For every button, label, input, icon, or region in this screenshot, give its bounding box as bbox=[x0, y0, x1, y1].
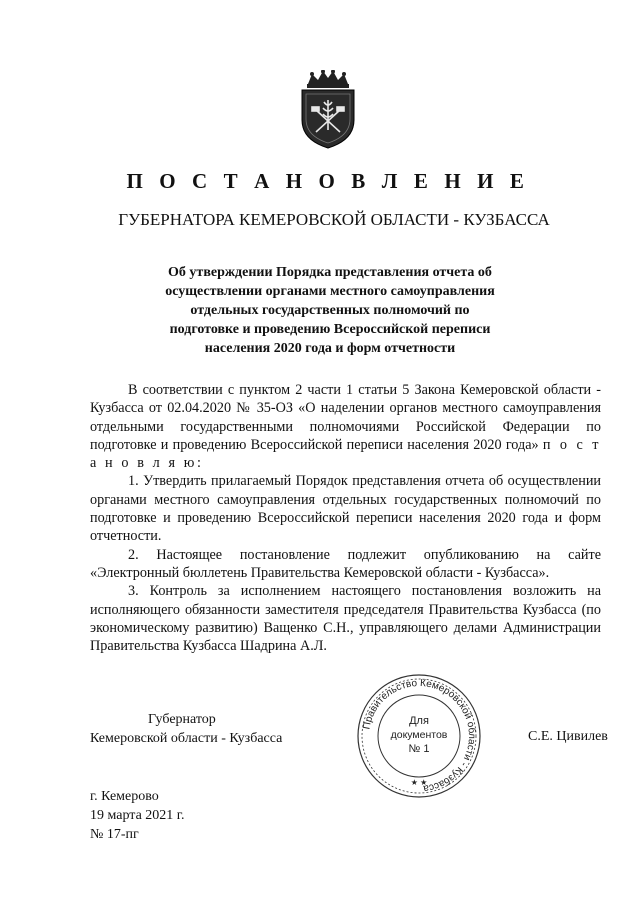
preamble-paragraph bbox=[90, 381, 601, 472]
footer-city: г. Кемерово bbox=[90, 789, 159, 804]
heading-line: населения 2020 года и форм отчетности bbox=[204, 341, 456, 356]
star-icon: ★ ★ bbox=[410, 778, 428, 787]
stamp-center-line: документов bbox=[390, 729, 448, 741]
document-footer bbox=[90, 787, 184, 844]
item-paragraph-2: 2. Настоящее постановление подлежит опубликованию на сайте «Электронный бюллетень Правительства Кемеровской области - Кузбасса». bbox=[90, 546, 601, 581]
document-issuer: ГУБЕРНАТОРА КЕМЕРОВСКОЙ ОБЛАСТИ - КУЗБАССА bbox=[118, 210, 550, 229]
heading-line: подготовке и проведению Всероссийской переписи bbox=[169, 322, 491, 337]
position-line: Кемеровской области - Кузбасса bbox=[90, 731, 283, 746]
document-body bbox=[90, 381, 601, 655]
document-heading bbox=[150, 263, 510, 358]
signatory-position bbox=[90, 710, 282, 748]
stamp-ring-text: Правительство Кемеровской области - Кузбасса bbox=[361, 677, 478, 794]
item-paragraph-1: 1. Утвердить прилагаемый Порядок представления отчета об осуществлении органами местного самоуправления отдельных государственных полномочий по подготовке и проведению Всероссийской переписи населения 2020 года и форм отчетности. bbox=[90, 473, 601, 545]
document-type-title: П О С Т А Н О В Л Е Н И Е bbox=[126, 169, 530, 193]
position-line: Губернатор bbox=[148, 712, 216, 727]
item-paragraph-3: 3. Контроль за исполнением настоящего постановления возложить на исполняющего обязанности заместителя председателя Правительства Кузбасса (по экономическому развитию) Ващенко С.Н., управляющего делами Администрации Правительства Кузбасса Шадрина А.Л. bbox=[90, 583, 601, 655]
official-stamp bbox=[355, 672, 483, 800]
stamp-center-line: Для bbox=[409, 715, 429, 727]
heading-line: Об утверждении Порядка представления отчета об bbox=[168, 265, 492, 280]
coat-of-arms-icon bbox=[294, 70, 362, 150]
signatory-name: С.Е. Цивилев bbox=[528, 729, 608, 744]
footer-date: 19 марта 2021 г. bbox=[90, 808, 185, 823]
heading-line: осуществлении органами местного самоуправления bbox=[165, 284, 495, 299]
resolves-text: п о с т а н о в л я ю: bbox=[90, 436, 601, 472]
heading-line: отдельных государственных полномочий по bbox=[190, 303, 470, 318]
preamble-text: В соответствии с пунктом 2 части 1 статьи 5 Закона Кемеровской области - Кузбасса от 02.04.2020 № 35-ОЗ «О наделении органов местного самоуправления отдельными государственными полномочиями Российской Федерации по подготовке и проведению Всероссийской переписи населения 2020 года» bbox=[90, 382, 601, 453]
footer-number: № 17-пг bbox=[90, 827, 139, 842]
stamp-center-line: № 1 bbox=[408, 743, 430, 755]
